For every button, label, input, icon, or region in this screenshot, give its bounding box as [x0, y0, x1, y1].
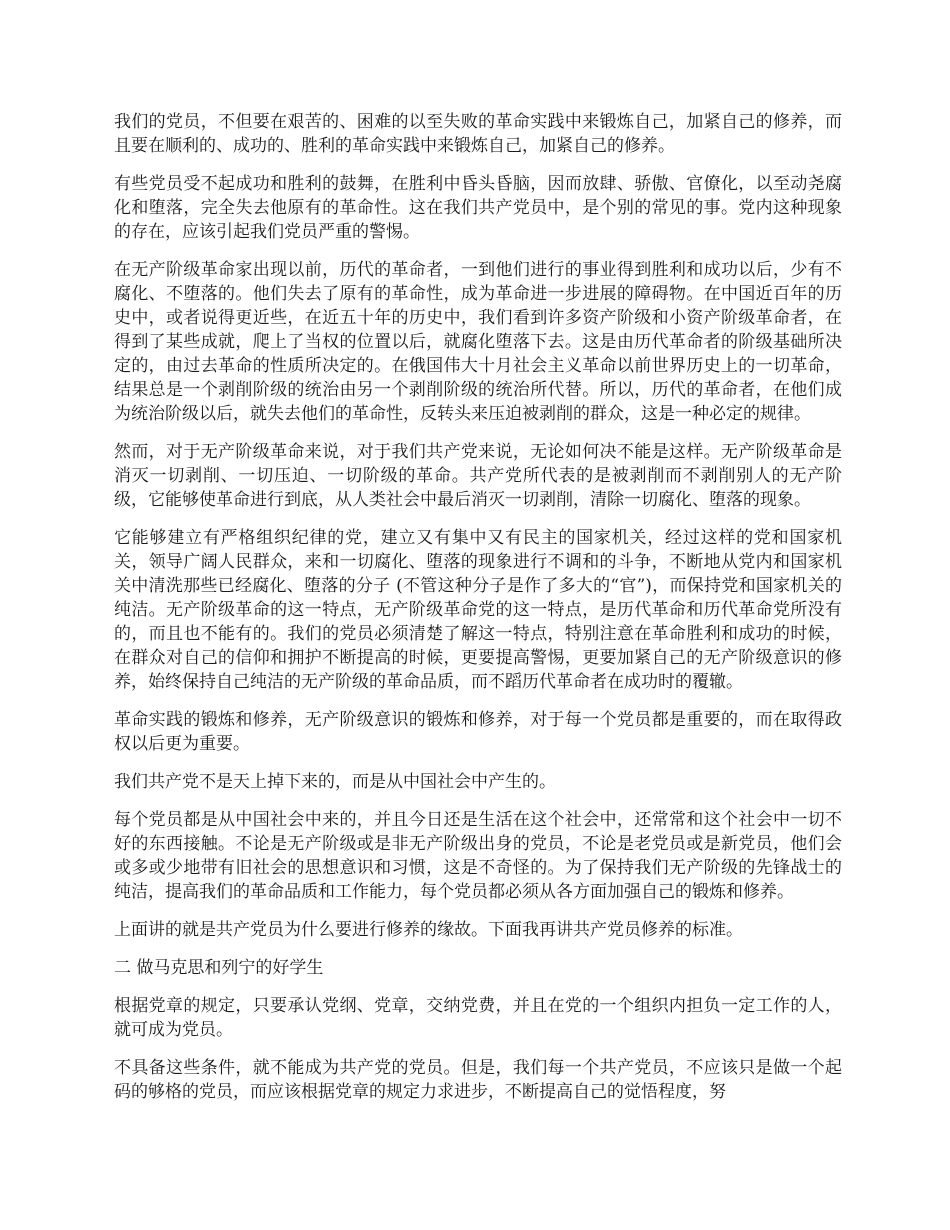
paragraph: 然而，对于无产阶级革命来说，对于我们共产党来说，无论如何决不能是这样。无产阶级革命是消灭一切剥削、一切压迫、一切阶级的革命。共产党所代表的是被剥削而不剥削别人的无产阶级，它能够使革命进行到底，从人类社会中最后消灭一切剥削，清除一切腐化、堕落的现象。: [114, 442, 842, 510]
paragraph: 我们的党员，不但要在艰苦的、困难的以至失败的革命实践中来锻炼自己，加紧自己的修养，而且要在顺利的、成功的、胜利的革命实践中来锻炼自己，加紧自己的修养。: [114, 112, 842, 156]
document-page: [114, 110, 842, 1118]
paragraph: 上面讲的就是共产党员为什么要进行修养的缘故。下面我再讲共产党员修养的标准。: [114, 920, 743, 940]
paragraph: 每个党员都是从中国社会中来的，并且今日还是生活在这个社会中，还常常和这个社会中一切不好的东西接触。不论是无产阶级或是非无产阶级出身的党员，不论是老党员或是新党员，他们会或多或少地带有旧社会的思想意识和习惯，这是不奇怪的。为了保持我们无产阶级的先锋战士的纯洁，提高我们的革命品质和工作能力，每个党员都必须从各方面加强自己的锻炼和修养。: [114, 810, 842, 902]
paragraph: 我们共产党不是天上掉下来的，而是从中国社会中产生的。: [114, 772, 556, 792]
section-heading: 二 做马克思和列宁的好学生: [114, 958, 324, 978]
paragraph: 根据党章的规定，只要承认党纲、党章，交纳党费，并且在党的一个组织内担负一定工作的人，就可成为党员。: [114, 996, 842, 1040]
paragraph: 有些党员受不起成功和胜利的鼓舞，在胜利中昏头昏脑，因而放肆、骄傲、官僚化，以至动尧腐化和堕落，完全失去他原有的革命性。这在我们共产党员中，是个别的常见的事。党内这种现象的存在，应该引起我们党员严重的警惕。: [114, 174, 842, 242]
paragraph: 革命实践的锻炼和修养，无产阶级意识的锻炼和修养，对于每一个党员都是重要的，而在取得政权以后更为重要。: [114, 710, 842, 754]
paragraph: 不具备这些条件，就不能成为共产党的党员。但是，我们每一个共产党员，不应该只是做一个起码的够格的党员，而应该根据党章的规定力求进步，不断提高自己的觉悟程度，努: [114, 1058, 842, 1102]
paragraph: 它能够建立有严格组织纪律的党，建立又有集中又有民主的国家机关，经过这样的党和国家机关，领导广阔人民群众，来和一切腐化、堕落的现象进行不调和的斗争，不断地从党内和国家机关中清洗那些已经腐化、堕落的分子 (不管这种分子是作了多大的“官”)，而保持党和国家机关的纯洁。无产阶级革命的这一特点，无产阶级革命党的这一特点，是历代革命和历代革命党所没有的，而且也不能有的。我们的党员必须清楚了解这一特点，特别注意在革命胜利和成功的时候，在群众对自己的信仰和拥护不断提高的时候，更要提高警惕，更要加紧自己的无产阶级意识的修养，始终保持自己纯洁的无产阶级的革命品质，而不蹈历代革命者在成功时的覆辙。: [114, 528, 842, 692]
paragraph: 在无产阶级革命家出现以前，历代的革命者，一到他们进行的事业得到胜利和成功以后，少有不腐化、不堕落的。他们失去了原有的革命性，成为革命进一步进展的障碍物。在中国近百年的历史中，或者说得更近些，在近五十年的历史中，我们看到许多资产阶级和小资产阶级革命者，在得到了某些成就，爬上了当权的位置以后，就腐化堕落下去。这是由历代革命者的阶级基础所决定的，由过去革命的性质所决定的。在俄国伟大十月社会主义革命以前世界历史上的一切革命，结果总是一个剥削阶级的统治由另一个剥削阶级的统治所代替。所以，历代的革命者，在他们成为统治阶级以后，就失去他们的革命性，反转头来压迫被剥削的群众，这是一种必定的规律。: [114, 260, 842, 424]
